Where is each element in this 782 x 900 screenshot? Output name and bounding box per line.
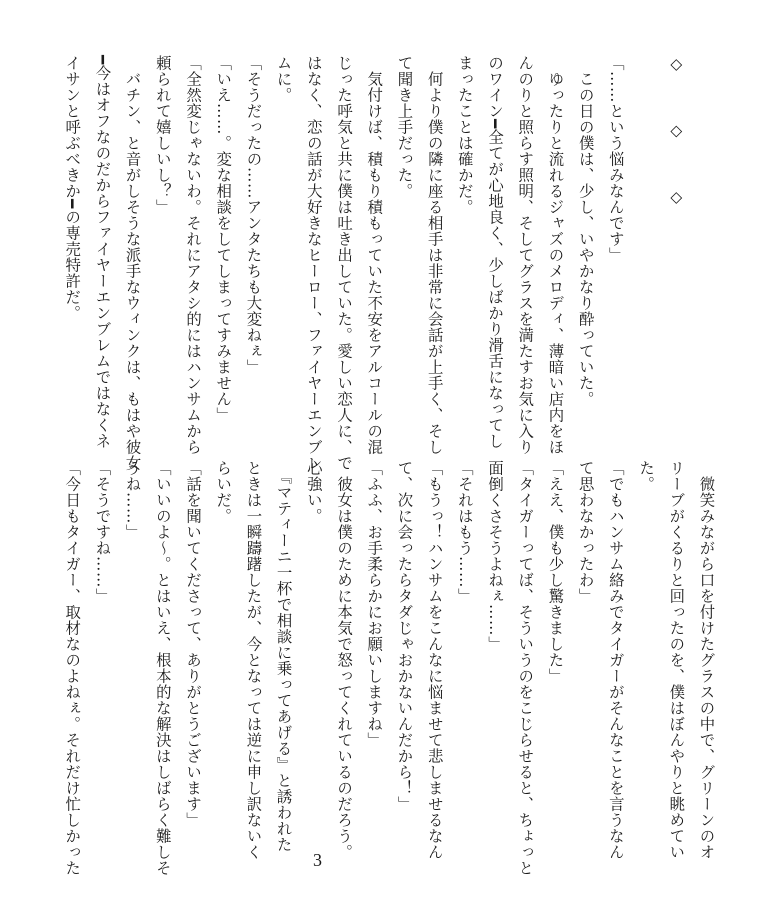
text-column: 「そうですね……」: [93, 460, 112, 604]
text-column: リーブがくるりと回ったのを、僕はぼんやりと眺めてい: [667, 460, 686, 860]
text-column: バチン、と音がしそうな派手なウィンクは、もはや彼女: [123, 55, 142, 471]
text-column: ときは一瞬躊躇したが、今となっては逆に申し訳ないく: [244, 460, 263, 860]
text-column: らいだ。: [214, 460, 233, 524]
text-column: この日の僕は、少し、いやかなり酔っていた。: [576, 55, 595, 407]
text-column: 面倒くさそうよねぇ……」: [486, 460, 505, 652]
text-column: 頼られて嬉しいし？」: [153, 55, 172, 215]
text-column: 「それはもう……」: [455, 460, 474, 604]
upper-text-block: [57, 55, 686, 471]
text-column: じった呼気と共に僕は吐き出していた。愛しい恋人に、で: [335, 55, 354, 471]
text-column: [631, 55, 661, 471]
text-column: 「いいのよ～。とはいえ、根本的な解決はしばらく難しそ: [153, 460, 172, 876]
text-column: のワイン━全てが心地良く、少しばかり滑舌になってし: [486, 55, 505, 449]
text-column: 微笑みながら口を付けたグラスの中で、グリーンのオ: [697, 460, 716, 860]
text-column: はなく、恋の話が大好きなヒーロー、ファイヤーエンブレ: [304, 55, 323, 471]
text-column: イサンと呼ぶべきか━の専売特許だ。: [63, 55, 82, 321]
text-column: [752, 55, 782, 471]
text-column: て思わなかったわ」: [576, 460, 595, 604]
text-column: 「ふふ、お手柔らかにお願いしますね」: [365, 460, 384, 748]
text-column: ◇ ◇ ◇: [667, 55, 686, 207]
text-column: ━今はオフなのだからファイヤーエンブレムではなくネ: [93, 55, 112, 449]
text-column: た。: [637, 460, 656, 492]
text-column: ムに。: [274, 55, 293, 103]
text-column: 「今日もタイガー、取材なのよねぇ。それだけ忙しかった: [63, 460, 82, 876]
text-column: 「……という悩みなんです」: [606, 55, 625, 263]
text-column: [721, 55, 751, 471]
text-column: 「全然変じゃないわ。それにアタシ的にはハンサムから: [184, 55, 203, 455]
lower-text-block: [57, 460, 716, 876]
text-column: [691, 55, 721, 471]
text-column: 「でもハンサム絡みでタイガーがそんなことを言うなん: [606, 460, 625, 860]
text-column: 「話を聞いてくださって、ありがとうございます」: [184, 460, 203, 828]
text-column: て聞き上手だった。: [395, 55, 414, 199]
text-column: 何より僕の隣に座る相手は非常に会話が上手く、そし: [425, 55, 444, 455]
text-column: ゆったりと流れるジャズのメロディ、薄暗い店内をほ: [546, 55, 565, 455]
text-column: うね……」: [123, 460, 142, 540]
lower-vertical-text: [57, 460, 721, 876]
text-column: まったことは確かだ。: [455, 55, 474, 215]
upper-vertical-text: [57, 55, 782, 471]
text-column: 「そうだったの……アンタたちも大変ねぇ」: [244, 55, 263, 375]
text-column: 「もうっ！ハンサムをこんなに悩ませて悲しませるなん: [425, 460, 444, 860]
text-column: んのりと照らす照明、そしてグラスを満たすお気に入り: [516, 55, 535, 455]
text-column: 心強い。: [304, 460, 323, 524]
text-column: 「いえ……。変な相談をしてしまってすみません」: [214, 55, 233, 423]
text-column: て、次に会ったらタダじゃおかないんだから！」: [395, 460, 414, 812]
page-number: 3: [313, 850, 322, 870]
text-column: 『マティーニ一杯で相談に乗ってあげる』と誘われた: [274, 460, 293, 853]
text-column: 「タイガーってば、そういうのをこじらせると、ちょっと: [516, 460, 535, 876]
text-column: 彼女は僕のために本気で怒ってくれているのだろう。: [335, 460, 354, 860]
text-column: 気付けば、積もり積もっていた不安をアルコールの混: [365, 55, 384, 455]
text-column: 「ええ、僕も少し驚きました」: [546, 460, 565, 684]
